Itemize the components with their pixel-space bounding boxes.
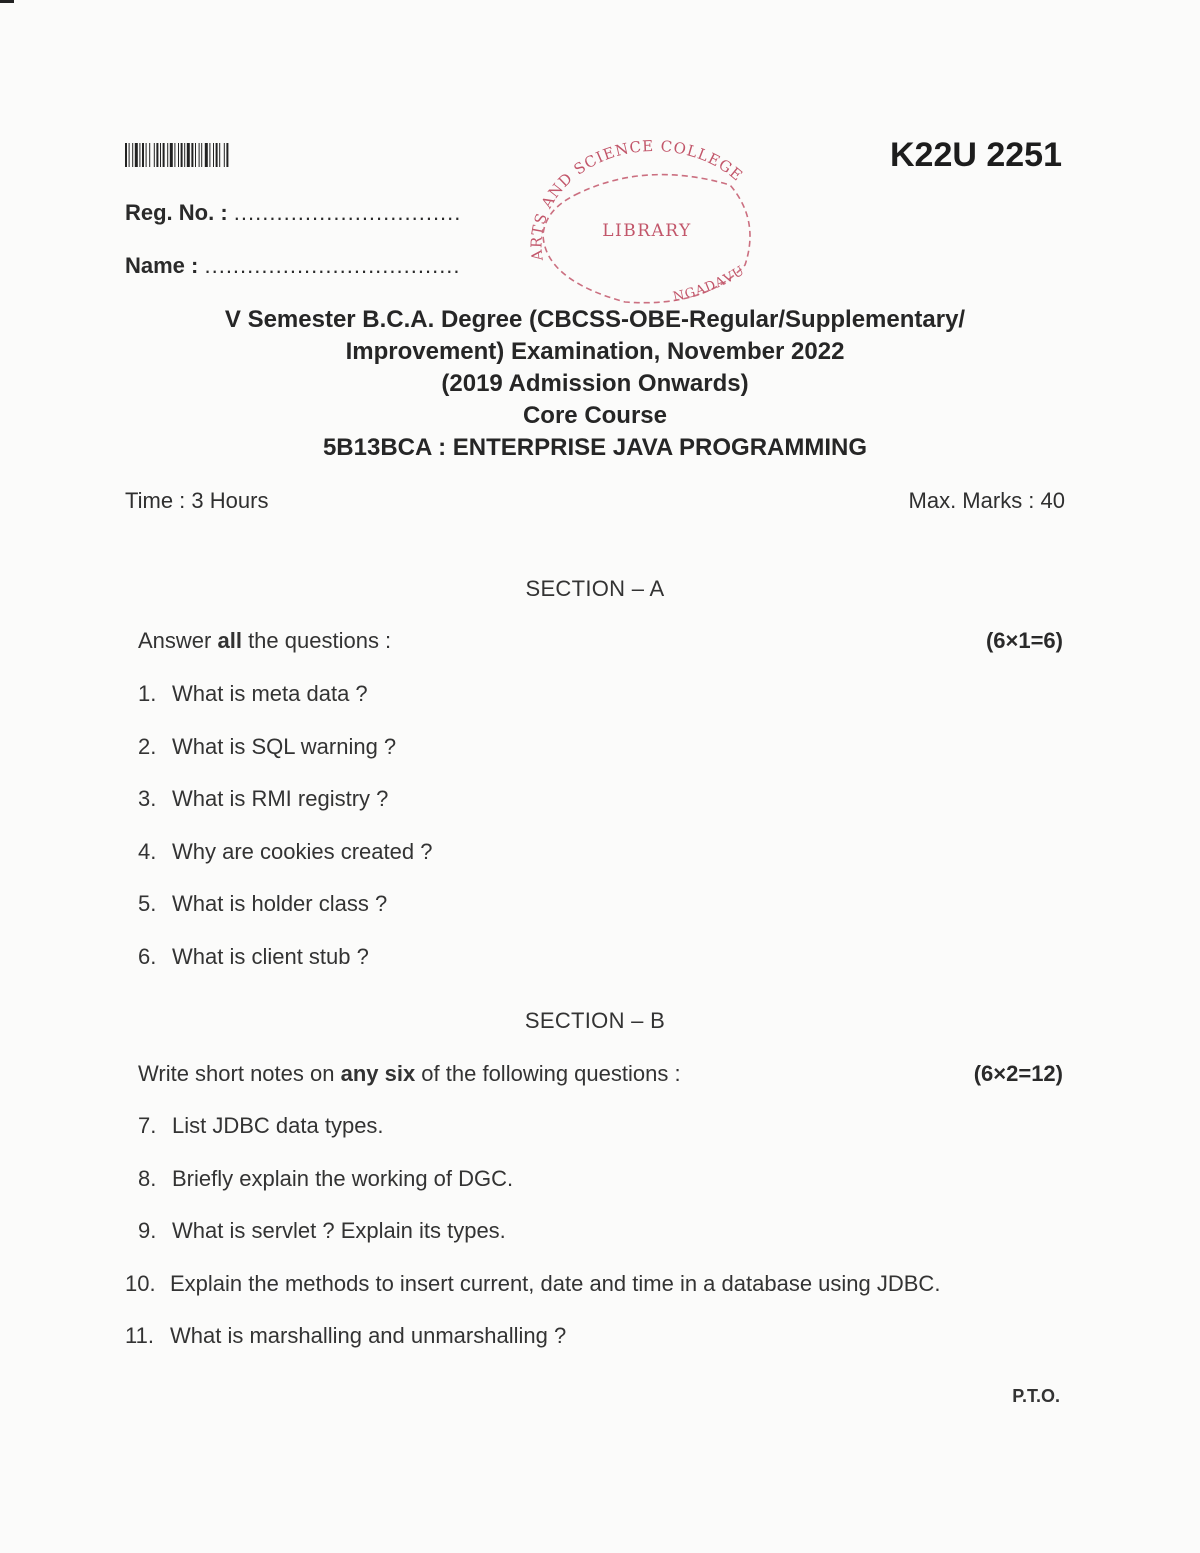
section-a-instr-bold: all [217, 628, 242, 653]
question-text: Briefly explain the working of DGC. [172, 1166, 514, 1191]
section-a-instr-pre: Answer [138, 628, 218, 653]
question-number: 8. [138, 1166, 157, 1191]
reg-no-label: Reg. No. : [125, 200, 228, 225]
section-b-instr-pre: Write short notes on [138, 1061, 341, 1086]
section-b-instr-bold: any six [340, 1061, 416, 1086]
question-text: Explain the methods to insert current, date and time in a database using JDBC. [170, 1271, 941, 1296]
name-field [125, 253, 461, 279]
scan-edge-mark [0, 0, 14, 3]
admission-line: (2019 Admission Onwards) [441, 370, 749, 397]
time-label: Time : 3 Hours [125, 488, 269, 513]
question [138, 1218, 506, 1244]
question [138, 1113, 384, 1139]
question-number: 11. [125, 1323, 154, 1348]
name-label: Name : [125, 253, 199, 278]
section-b-marks: (6×2=12) [973, 1061, 1063, 1086]
question [125, 1323, 566, 1349]
question-number: 3. [138, 786, 157, 811]
question-text: What is marshalling and unmarshalling ? [170, 1323, 567, 1348]
question-number: 4. [138, 839, 157, 864]
question-text: What is meta data ? [172, 681, 368, 706]
svg-text:NGADAVU [672, 263, 748, 305]
question-number: 6. [138, 944, 157, 969]
exam-title-line1: V Semester B.C.A. Degree (CBCSS-OBE-Regular/Supplementary/ [224, 306, 966, 333]
section-a-title: SECTION – A [525, 576, 665, 601]
section-b-title: SECTION – B [524, 1008, 666, 1033]
question-text: What is holder class ? [172, 891, 388, 916]
stamp-bottom-text: NGADAVU [671, 263, 748, 306]
question-text: Why are cookies created ? [172, 839, 433, 864]
reg-no-field [125, 200, 461, 226]
question-text: What is client stub ? [172, 944, 369, 969]
question-number: 7. [138, 1113, 157, 1138]
barcode [125, 143, 340, 167]
course-title: 5B13BCA : ENTERPRISE JAVA PROGRAMMING [322, 434, 868, 461]
name-dots: .................................... [204, 253, 461, 278]
question [138, 944, 369, 970]
question-number: 5. [138, 891, 157, 916]
question [125, 1271, 940, 1297]
reg-no-dots: ................................ [233, 200, 462, 225]
question-text: What is SQL warning ? [172, 734, 397, 759]
question [138, 839, 432, 865]
question [138, 891, 387, 917]
exam-title-line2: Improvement) Examination, November 2022 [345, 338, 845, 365]
page-turn-note: P.T.O. [1012, 1386, 1060, 1406]
stamp-center-text: LIBRARY [602, 221, 692, 241]
section-b-instruction [138, 1061, 681, 1087]
max-marks: Max. Marks : 40 [908, 488, 1065, 513]
question-text: What is servlet ? Explain its types. [172, 1218, 506, 1243]
question-text: List JDBC data types. [172, 1113, 384, 1138]
stamp-top-text: ARTS AND SCIENCE COLLEGE [527, 140, 747, 262]
question-number: 2. [138, 734, 157, 759]
question-text: What is RMI registry ? [172, 786, 389, 811]
question-number: 1. [138, 681, 157, 706]
question [138, 734, 396, 760]
section-a-marks: (6×1=6) [985, 628, 1063, 653]
svg-text:ARTS AND SCIENCE COLLEGE [527, 140, 746, 263]
library-stamp [515, 140, 785, 315]
question-number: 10. [125, 1271, 156, 1296]
question [138, 681, 368, 707]
course-type: Core Course [522, 402, 668, 429]
question [138, 1166, 513, 1192]
section-b-instr-post: of the following questions : [415, 1061, 681, 1086]
question-number: 9. [138, 1218, 157, 1243]
section-a-instr-post: the questions : [241, 628, 392, 653]
paper-code: K22U 2251 [889, 136, 1062, 174]
section-a-instruction [138, 628, 391, 654]
question [138, 786, 388, 812]
